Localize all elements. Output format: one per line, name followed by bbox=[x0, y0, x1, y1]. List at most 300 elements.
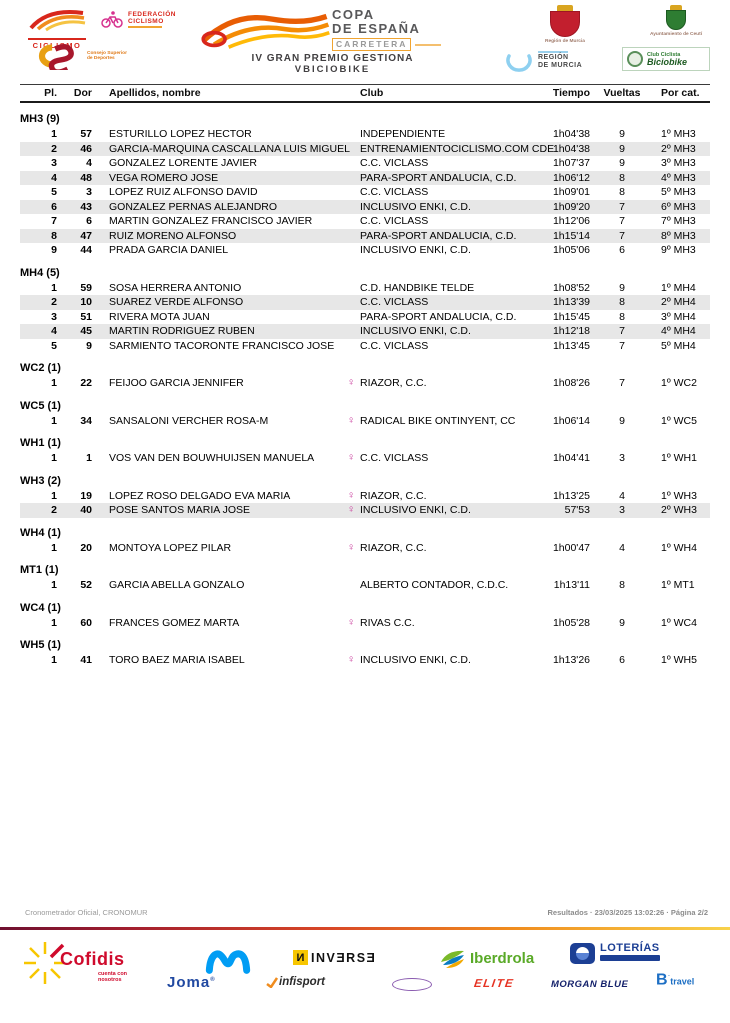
cell-club bbox=[342, 504, 552, 516]
category-section bbox=[20, 527, 710, 556]
page-header bbox=[0, 0, 730, 82]
btravel-travel: travel bbox=[670, 976, 695, 987]
cell-pl: 6 bbox=[51, 200, 57, 213]
cell-vueltas: 7 bbox=[619, 325, 625, 338]
inverse-mark-icon: И bbox=[293, 950, 308, 965]
cell-vueltas: 9 bbox=[619, 128, 625, 141]
club-name: C.C. VICLASS bbox=[360, 339, 429, 352]
col-pl: Pl. bbox=[44, 87, 57, 99]
vbiciobike-line1: Club Ciclista bbox=[647, 51, 681, 58]
club-name: RADICAL BIKE ONTINYENT, CC bbox=[360, 414, 516, 427]
cofidis-tagline-1: cuenta con bbox=[98, 971, 128, 977]
category-section bbox=[20, 362, 710, 391]
inverse-label: INVƎRSƎ bbox=[311, 950, 377, 965]
loterias-emblem-icon bbox=[570, 943, 595, 964]
circle-smile-icon bbox=[505, 47, 533, 73]
cell-porcat: 1º WH1 bbox=[661, 452, 697, 465]
cell-tiempo: 1h04'38 bbox=[552, 128, 590, 141]
shield-icon bbox=[550, 11, 580, 37]
cell-tiempo: 1h04'38 bbox=[552, 142, 590, 155]
cell-dor: 45 bbox=[80, 325, 92, 338]
cell-vueltas: 3 bbox=[619, 504, 625, 517]
cell-name: FEIJOO GARCIA JENNIFER bbox=[109, 377, 244, 390]
category-label: WH5 (1) bbox=[20, 639, 61, 651]
joma-label: Joma bbox=[167, 974, 211, 991]
category-section bbox=[20, 475, 710, 518]
cell-club bbox=[342, 340, 552, 352]
cell-club bbox=[342, 617, 552, 629]
category-label: WC5 (1) bbox=[20, 399, 61, 412]
rfec-title: CICLISMO bbox=[32, 41, 82, 50]
cell-vueltas: 7 bbox=[619, 339, 625, 352]
event-title bbox=[205, 53, 460, 75]
cell-porcat: 1º WH5 bbox=[661, 654, 697, 667]
cell-dor: 41 bbox=[80, 654, 92, 667]
carretera-label: CARRETERA bbox=[332, 38, 411, 51]
cell-porcat: 1º MH3 bbox=[661, 128, 696, 141]
vbiciobike-line2: Biciobike bbox=[647, 56, 688, 67]
category-section bbox=[20, 267, 710, 354]
cell-vueltas: 9 bbox=[619, 616, 625, 629]
cell-tiempo: 1h05'06 bbox=[552, 244, 590, 257]
murcia-shield-caption: Región de Murcia bbox=[545, 39, 585, 44]
cell-pl: 1 bbox=[51, 414, 57, 427]
federacion-line2: CICLISMO bbox=[128, 17, 164, 25]
club-name: PARA-SPORT ANDALUCIA, C.D. bbox=[360, 171, 517, 184]
loterias-text bbox=[600, 943, 660, 961]
morgan-blue-logo bbox=[551, 979, 628, 990]
cell-club bbox=[342, 296, 552, 308]
cell-pl: 5 bbox=[51, 339, 57, 352]
cell-name: RIVERA MOTA JUAN bbox=[109, 310, 210, 323]
cell-club bbox=[342, 186, 552, 198]
cell-name: RUIZ MORENO ALFONSO bbox=[109, 229, 237, 242]
cell-pl: 3 bbox=[51, 310, 57, 323]
club-name: ENTRENAMIENTOCICLISMO.COM CDE bbox=[360, 142, 555, 155]
cofidis-label: Cofidis bbox=[60, 949, 125, 969]
club-name: INDEPENDIENTE bbox=[360, 128, 446, 141]
cell-club bbox=[342, 654, 552, 666]
cell-vueltas: 9 bbox=[619, 414, 625, 427]
iberdrola-logo bbox=[437, 946, 534, 970]
cell-dor: 60 bbox=[80, 616, 92, 629]
club-name: RIAZOR, C.C. bbox=[360, 541, 427, 554]
cell-pl: 1 bbox=[51, 489, 57, 502]
cell-name: MONTOYA LOPEZ PILAR bbox=[109, 541, 232, 554]
cell-pl: 1 bbox=[51, 452, 57, 465]
cell-tiempo: 57'53 bbox=[564, 504, 590, 517]
result-row bbox=[20, 243, 710, 258]
footer-timekeeper: Cronometrador Oficial, CRONOMUR bbox=[25, 908, 148, 917]
club-name: C.D. HANDBIKE TELDE bbox=[360, 281, 475, 294]
female-icon: ♀ bbox=[347, 414, 356, 427]
cell-tiempo: 1h13'26 bbox=[552, 654, 590, 667]
ceuti-logo bbox=[648, 5, 704, 37]
cell-club bbox=[342, 415, 552, 427]
cell-club bbox=[342, 142, 555, 155]
cell-dor: 57 bbox=[80, 128, 92, 141]
federacion-ciclismo-logo bbox=[100, 10, 176, 28]
cell-tiempo: 1h08'26 bbox=[552, 377, 590, 390]
cell-tiempo: 1h12'06 bbox=[552, 215, 590, 228]
female-icon: ♀ bbox=[347, 541, 356, 554]
cyclist-icon bbox=[100, 10, 124, 28]
cell-club bbox=[342, 377, 552, 389]
category-section bbox=[20, 602, 710, 631]
cell-porcat: 1º MH4 bbox=[661, 281, 696, 294]
results-table-header bbox=[20, 84, 710, 103]
cell-porcat: 1º MT1 bbox=[661, 579, 695, 592]
murcia-region-logo bbox=[505, 47, 582, 73]
cell-name: TORO BAEZ MARIA ISABEL bbox=[109, 654, 245, 667]
rfec-swoosh-icon bbox=[26, 6, 88, 32]
copa-line1: COPA bbox=[332, 7, 375, 22]
cell-name: GARCIA-MARQUINA CASCALLANA LUIS MIGUEL bbox=[109, 142, 350, 155]
btravel-b: B bbox=[656, 971, 668, 989]
result-row bbox=[20, 414, 710, 429]
cell-pl: 1 bbox=[51, 128, 57, 141]
club-name: INCLUSIVO ENKI, C.D. bbox=[360, 504, 471, 517]
cell-porcat: 4º MH4 bbox=[661, 325, 696, 338]
cell-tiempo: 1h13'39 bbox=[552, 296, 590, 309]
cell-vueltas: 4 bbox=[619, 541, 625, 554]
cell-tiempo: 1h04'41 bbox=[552, 452, 590, 465]
cell-vueltas: 9 bbox=[619, 142, 625, 155]
cell-dor: 51 bbox=[80, 310, 92, 323]
category-label: MT1 (1) bbox=[20, 564, 59, 576]
female-icon: ♀ bbox=[347, 616, 356, 629]
category-label: WC2 (1) bbox=[20, 362, 61, 374]
cell-dor: 20 bbox=[80, 541, 92, 554]
result-row bbox=[20, 541, 710, 556]
result-row bbox=[20, 578, 710, 593]
ceuti-caption: Ayuntamiento de Ceutí bbox=[649, 32, 703, 37]
cell-vueltas: 9 bbox=[619, 157, 625, 170]
result-row bbox=[20, 324, 710, 339]
cell-pl: 2 bbox=[51, 296, 57, 309]
csd-logo bbox=[28, 42, 129, 70]
cell-name: SUAREZ VERDE ALFONSO bbox=[109, 296, 244, 309]
cell-name: SOSA HERRERA ANTONIO bbox=[109, 281, 242, 294]
result-row bbox=[20, 310, 710, 325]
cell-name: POSE SANTOS MARIA JOSE bbox=[109, 504, 251, 517]
col-club: Club bbox=[360, 87, 384, 99]
category-label: WH1 (1) bbox=[20, 437, 61, 449]
cell-porcat: 6º MH3 bbox=[661, 200, 696, 213]
result-row bbox=[20, 489, 710, 504]
club-name: PARA-SPORT ANDALUCIA, C.D. bbox=[360, 310, 517, 323]
result-row bbox=[20, 200, 710, 215]
result-row bbox=[20, 171, 710, 186]
col-dor: Dor bbox=[73, 87, 92, 99]
cell-tiempo: 1h00'47 bbox=[552, 541, 590, 554]
infisport-logo bbox=[266, 976, 325, 988]
elite-logo bbox=[473, 978, 515, 990]
cell-dor: 19 bbox=[80, 489, 92, 502]
cell-vueltas: 9 bbox=[619, 281, 625, 294]
cofidis-tagline bbox=[98, 971, 127, 983]
cell-tiempo: 1h15'45 bbox=[552, 310, 590, 323]
club-name: C.C. VICLASS bbox=[360, 296, 429, 309]
cell-name: VOS VAN DEN BOUWHUIJSEN MANUELA bbox=[109, 452, 315, 465]
murcia-region-text bbox=[538, 51, 582, 70]
cell-club bbox=[342, 128, 552, 140]
club-name: INCLUSIVO ENKI, C.D. bbox=[360, 200, 471, 213]
results-table-body bbox=[20, 104, 710, 668]
federacion-underline bbox=[128, 26, 162, 28]
cell-porcat: 5º MH4 bbox=[661, 339, 696, 352]
cell-vueltas: 7 bbox=[619, 200, 625, 213]
cell-vueltas: 8 bbox=[619, 296, 625, 309]
event-line2: VBICIOBIKE bbox=[294, 64, 371, 75]
vbiciobike-logo bbox=[622, 47, 710, 71]
cell-club bbox=[342, 201, 552, 213]
cell-vueltas: 6 bbox=[619, 244, 625, 257]
cell-club bbox=[342, 215, 552, 227]
cell-pl: 1 bbox=[51, 541, 57, 554]
cell-dor: 40 bbox=[80, 504, 92, 517]
cofidis-tagline-2: nosotros bbox=[98, 977, 122, 983]
result-row bbox=[20, 451, 710, 466]
flame-swoosh-icon bbox=[196, 8, 332, 52]
result-row bbox=[20, 295, 710, 310]
female-icon: ♀ bbox=[347, 376, 356, 389]
cell-porcat: 7º MH3 bbox=[661, 215, 696, 228]
result-row bbox=[20, 185, 710, 200]
cell-tiempo: 1h09'01 bbox=[552, 186, 590, 199]
cell-pl: 8 bbox=[51, 229, 57, 242]
footer-page-info: Resultados · 23/03/2025 13:02:26 · Página 2/2 bbox=[547, 908, 708, 917]
category-label: MH3 (9) bbox=[20, 113, 60, 125]
murcia-region-line1: REGIÓN bbox=[538, 53, 569, 61]
cell-pl: 2 bbox=[51, 504, 57, 517]
result-row bbox=[20, 503, 710, 518]
club-name: INCLUSIVO ENKI, C.D. bbox=[360, 654, 471, 667]
col-tiempo: Tiempo bbox=[552, 87, 590, 99]
cell-tiempo: 1h07'37 bbox=[552, 157, 590, 170]
club-name: C.C. VICLASS bbox=[360, 452, 429, 465]
club-name: RIVAS C.C. bbox=[360, 616, 415, 629]
copa-title-block bbox=[332, 8, 441, 51]
cell-name: ESTURILLO LOPEZ HECTOR bbox=[109, 128, 252, 141]
cell-pl: 1 bbox=[51, 281, 57, 294]
csd-mark-icon bbox=[28, 42, 84, 70]
vbiciobike-emblem-icon bbox=[627, 51, 643, 67]
cell-pl: 5 bbox=[51, 186, 57, 199]
cell-pl: 1 bbox=[51, 654, 57, 667]
cell-dor: 47 bbox=[80, 229, 92, 242]
cell-name: PRADA GARCIA DANIEL bbox=[109, 244, 229, 257]
cell-club bbox=[342, 311, 552, 323]
cell-porcat: 3º MH4 bbox=[661, 310, 696, 323]
club-name: RIAZOR, C.C. bbox=[360, 489, 427, 502]
cell-pl: 9 bbox=[51, 244, 57, 257]
col-porcat: Por cat. bbox=[661, 87, 700, 99]
cell-porcat: 1º WC4 bbox=[661, 616, 697, 629]
joma-logo: Joma® bbox=[167, 974, 216, 991]
cell-name: MARTIN RODRIGUEZ RUBEN bbox=[109, 325, 255, 338]
rfec-bar bbox=[28, 38, 86, 40]
cell-name: SARMIENTO TACORONTE FRANCISCO JOSE bbox=[109, 339, 335, 352]
cell-porcat: 2º WH3 bbox=[661, 504, 697, 517]
category-section bbox=[20, 639, 710, 668]
result-row bbox=[20, 156, 710, 171]
cell-dor: 46 bbox=[80, 142, 92, 155]
cell-club bbox=[342, 579, 552, 591]
cell-pl: 4 bbox=[51, 325, 57, 338]
vbiciobike-text bbox=[647, 52, 687, 67]
gradient-divider bbox=[0, 927, 730, 930]
cell-tiempo: 1h13'45 bbox=[552, 339, 590, 352]
cell-dor: 44 bbox=[80, 244, 92, 257]
club-name: C.C. VICLASS bbox=[360, 215, 429, 228]
cell-club bbox=[342, 542, 552, 554]
category-section bbox=[20, 437, 710, 466]
cell-dor: 10 bbox=[80, 296, 92, 309]
cofidis-logo bbox=[22, 940, 167, 992]
btravel-dot-icon: · bbox=[667, 971, 671, 980]
col-name: Apellidos, nombre bbox=[109, 87, 201, 99]
cell-dor: 48 bbox=[80, 171, 92, 184]
category-label: MH4 (5) bbox=[20, 266, 60, 279]
category-section bbox=[20, 400, 710, 429]
loterias-logo bbox=[570, 943, 660, 964]
cell-vueltas: 8 bbox=[619, 171, 625, 184]
infisport-swoosh-icon bbox=[266, 976, 278, 988]
club-name: PARA-SPORT ANDALUCIA, C.D. bbox=[360, 229, 517, 242]
copa-line2: DE ESPAÑA bbox=[332, 21, 421, 36]
cell-dor: 52 bbox=[80, 579, 92, 592]
movistar-logo bbox=[203, 947, 253, 975]
cell-club bbox=[342, 325, 552, 337]
cell-vueltas: 3 bbox=[619, 452, 625, 465]
cell-club bbox=[342, 452, 552, 464]
carretera-dash bbox=[415, 44, 441, 46]
cell-tiempo: 1h12'18 bbox=[552, 325, 590, 338]
cell-club bbox=[342, 490, 552, 502]
shield-icon bbox=[666, 10, 686, 30]
cell-porcat: 1º WC5 bbox=[661, 414, 697, 427]
iberdrola-leaf-icon bbox=[437, 946, 467, 970]
cell-pl: 2 bbox=[51, 142, 57, 155]
cell-dor: 3 bbox=[86, 186, 92, 199]
cell-club bbox=[342, 244, 552, 256]
cell-vueltas: 4 bbox=[619, 489, 625, 502]
female-icon: ♀ bbox=[347, 503, 356, 516]
club-name: C.C. VICLASS bbox=[360, 157, 429, 170]
cell-dor: 59 bbox=[80, 281, 92, 294]
cell-tiempo: 1h05'28 bbox=[552, 616, 590, 629]
cell-name: MARTIN GONZALEZ FRANCISCO JAVIER bbox=[109, 215, 313, 228]
btravel-logo bbox=[656, 971, 694, 989]
cell-name: LOPEZ RUIZ ALFONSO DAVID bbox=[109, 186, 258, 199]
murcia-region-line2: DE MURCIA bbox=[538, 61, 583, 69]
cell-porcat: 1º WH3 bbox=[661, 489, 697, 502]
federacion-line1: FEDERACIÓN bbox=[128, 10, 176, 18]
cell-club bbox=[342, 172, 552, 184]
cell-name: FRANCES GOMEZ MARTA bbox=[109, 616, 240, 629]
club-name: RIAZOR, C.C. bbox=[360, 377, 427, 390]
cell-pl: 1 bbox=[51, 377, 57, 390]
cell-porcat: 8º MH3 bbox=[661, 229, 696, 242]
cell-pl: 4 bbox=[51, 171, 57, 184]
cell-porcat: 5º MH3 bbox=[661, 186, 696, 199]
cell-club bbox=[342, 230, 552, 242]
cell-porcat: 1º WH4 bbox=[661, 541, 697, 554]
cell-pl: 1 bbox=[51, 579, 57, 592]
cell-name: GARCIA ABELLA GONZALO bbox=[109, 579, 245, 592]
event-line1: IV GRAN PREMIO GESTIONA bbox=[251, 53, 414, 64]
loterias-subbar bbox=[600, 955, 660, 961]
cell-pl: 3 bbox=[51, 157, 57, 170]
cell-name: VEGA ROMERO JOSE bbox=[109, 171, 219, 184]
cell-porcat: 2º MH4 bbox=[661, 296, 696, 309]
cell-dor: 4 bbox=[86, 157, 92, 170]
cell-name: GONZALEZ LORENTE JAVIER bbox=[109, 157, 257, 170]
club-name: INCLUSIVO ENKI, C.D. bbox=[360, 244, 471, 257]
result-row bbox=[20, 127, 710, 142]
cell-porcat: 2º MH3 bbox=[661, 142, 696, 155]
club-name: C.C. VICLASS bbox=[360, 186, 429, 199]
cell-porcat: 1º WC2 bbox=[661, 377, 697, 390]
cell-dor: 43 bbox=[80, 200, 92, 213]
result-row bbox=[20, 616, 710, 631]
cell-tiempo: 1h13'25 bbox=[552, 489, 590, 502]
federacion-text bbox=[128, 11, 176, 28]
elite-label: ELITE bbox=[473, 978, 515, 990]
club-name: INCLUSIVO ENKI, C.D. bbox=[360, 325, 471, 338]
category-label: WH4 (1) bbox=[20, 526, 61, 539]
category-label: WH3 (2) bbox=[20, 474, 61, 487]
result-row bbox=[20, 281, 710, 296]
cell-vueltas: 8 bbox=[619, 186, 625, 199]
carretera-badge bbox=[332, 38, 441, 51]
result-row bbox=[20, 214, 710, 229]
cell-dor: 6 bbox=[86, 215, 92, 228]
cell-tiempo: 1h06'14 bbox=[552, 414, 590, 427]
result-row bbox=[20, 229, 710, 244]
cell-vueltas: 8 bbox=[619, 310, 625, 323]
club-name: ALBERTO CONTADOR, C.D.C. bbox=[360, 579, 509, 592]
result-row bbox=[20, 339, 710, 354]
cell-tiempo: 1h08'52 bbox=[552, 281, 590, 294]
female-icon: ♀ bbox=[347, 451, 356, 464]
cell-vueltas: 7 bbox=[619, 229, 625, 242]
cell-vueltas: 7 bbox=[619, 377, 625, 390]
cell-pl: 7 bbox=[51, 215, 57, 228]
cell-dor: 1 bbox=[86, 452, 92, 465]
cell-pl: 1 bbox=[51, 616, 57, 629]
murcia-shield-logo bbox=[540, 5, 590, 44]
loterias-label: LOTERÍAS bbox=[600, 942, 660, 954]
infisport-label: infisport bbox=[279, 976, 325, 988]
cell-name: SANSALONI VERCHER ROSA-M bbox=[109, 414, 269, 427]
cell-tiempo: 1h15'14 bbox=[552, 229, 590, 242]
category-section bbox=[20, 113, 710, 258]
cell-tiempo: 1h06'12 bbox=[552, 171, 590, 184]
cell-club bbox=[342, 157, 552, 169]
csd-caption: Consejo Superior de Deportes bbox=[87, 50, 127, 61]
cell-porcat: 3º MH3 bbox=[661, 157, 696, 170]
oval-badge-logo bbox=[392, 978, 432, 991]
category-section bbox=[20, 564, 710, 593]
cell-dor: 9 bbox=[86, 339, 92, 352]
result-row bbox=[20, 376, 710, 391]
iberdrola-label: Iberdrola bbox=[470, 949, 535, 967]
cell-name: GONZALEZ PERNAS ALEJANDRO bbox=[109, 200, 278, 213]
cell-vueltas: 6 bbox=[619, 654, 625, 667]
cell-dor: 34 bbox=[80, 414, 92, 427]
